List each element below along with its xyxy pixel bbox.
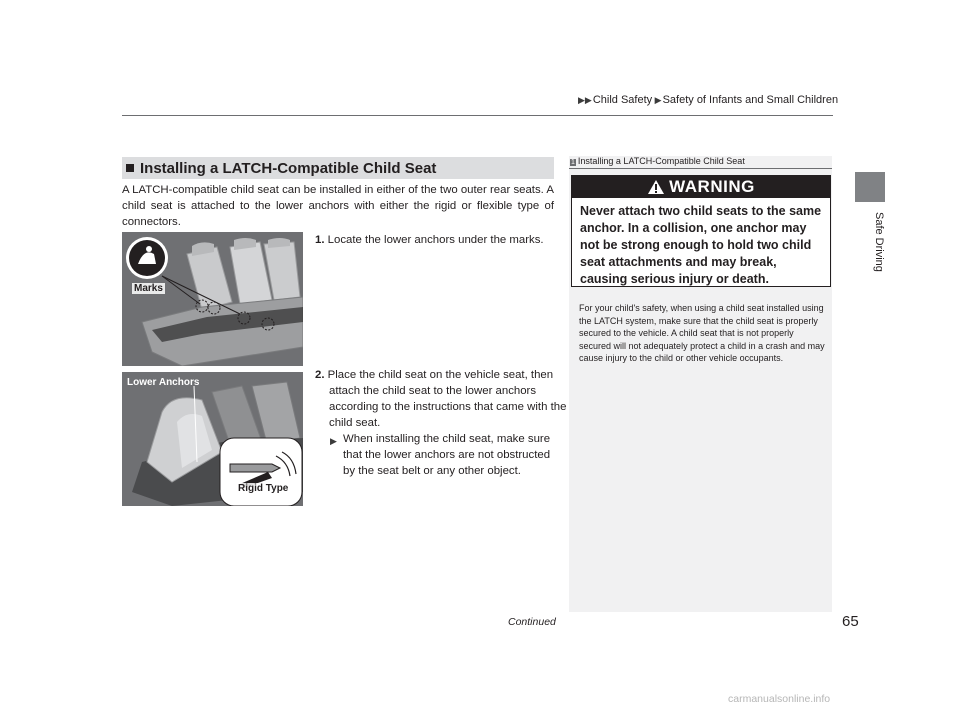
warning-triangle-icon (647, 179, 665, 195)
step-1 (315, 232, 555, 248)
section-heading (122, 157, 554, 179)
chapter-tab-label: Safe Driving (873, 212, 885, 272)
warning-header (572, 176, 830, 198)
breadcrumb-item-child-safety[interactable]: Child Safety (592, 94, 653, 106)
page-number: 65 (842, 613, 859, 630)
sidebar-reference-title (570, 156, 745, 166)
continued-label: Continued (508, 616, 556, 628)
step-text: Locate the lower anchors under the marks. (327, 234, 544, 246)
section-bullet-icon (126, 164, 134, 172)
warning-text: Never attach two child seats to the same anchor. In a collision, one anchor may not be strong enough to hold two child seat attachments and may break, causing serious injury or death. (580, 204, 822, 286)
marks-callout: Marks (134, 283, 163, 294)
lower-anchors-callout: Lower Anchors (127, 377, 200, 388)
reference-title-text: Installing a LATCH-Compatible Child Seat (577, 156, 745, 166)
header-divider (122, 115, 833, 116)
sidebar-divider (569, 168, 832, 169)
section-title: Installing a LATCH-Compatible Child Seat (140, 159, 437, 177)
step-number: 1. (315, 234, 325, 246)
step-2-note (330, 431, 555, 479)
step-2 (315, 367, 569, 431)
sidebar-body-text: For your child's safety, when using a child seat installed using the LATCH system, make sure that the child seat is properly secured to the vehicle. A child seat that is not properly secured will not adequately protect a child in a crash and may cause injury to the child or other vehicle occupants. (579, 303, 825, 363)
breadcrumb-arrow-icon: ▶ (652, 95, 662, 105)
rigid-type-callout: Rigid Type (238, 483, 289, 494)
figure-lower-anchors-rigid (122, 372, 303, 506)
reference-number-badge: 1 (571, 159, 575, 166)
breadcrumb (578, 94, 838, 106)
chapter-tab-marker (855, 172, 885, 202)
note-text: When installing the child seat, make sure that the lower anchors are not obstructed by the seat belt or any other object. (343, 433, 551, 477)
watermark: carmanualsonline.info (728, 693, 831, 705)
figure-rear-seat-marks (122, 232, 303, 366)
breadcrumb-item-safety-infants[interactable]: Safety of Infants and Small Children (662, 94, 839, 106)
warning-label: WARNING (669, 177, 755, 196)
step-text: Place the child seat on the vehicle seat, then attach the child seat to the lower anchors according to the instructions that came with the child seat. (327, 369, 567, 429)
breadcrumb-arrow-icon: ▶▶ (578, 95, 592, 105)
step-number: 2. (315, 369, 325, 381)
rear-seat-illustration (122, 232, 303, 366)
note-arrow-icon: ▶ (330, 436, 337, 446)
intro-paragraph: A LATCH-compatible child seat can be installed in either of the two outer rear seats. A child seat is attached to the lower anchors with either the rigid or flexible type of connectors. (122, 184, 554, 228)
